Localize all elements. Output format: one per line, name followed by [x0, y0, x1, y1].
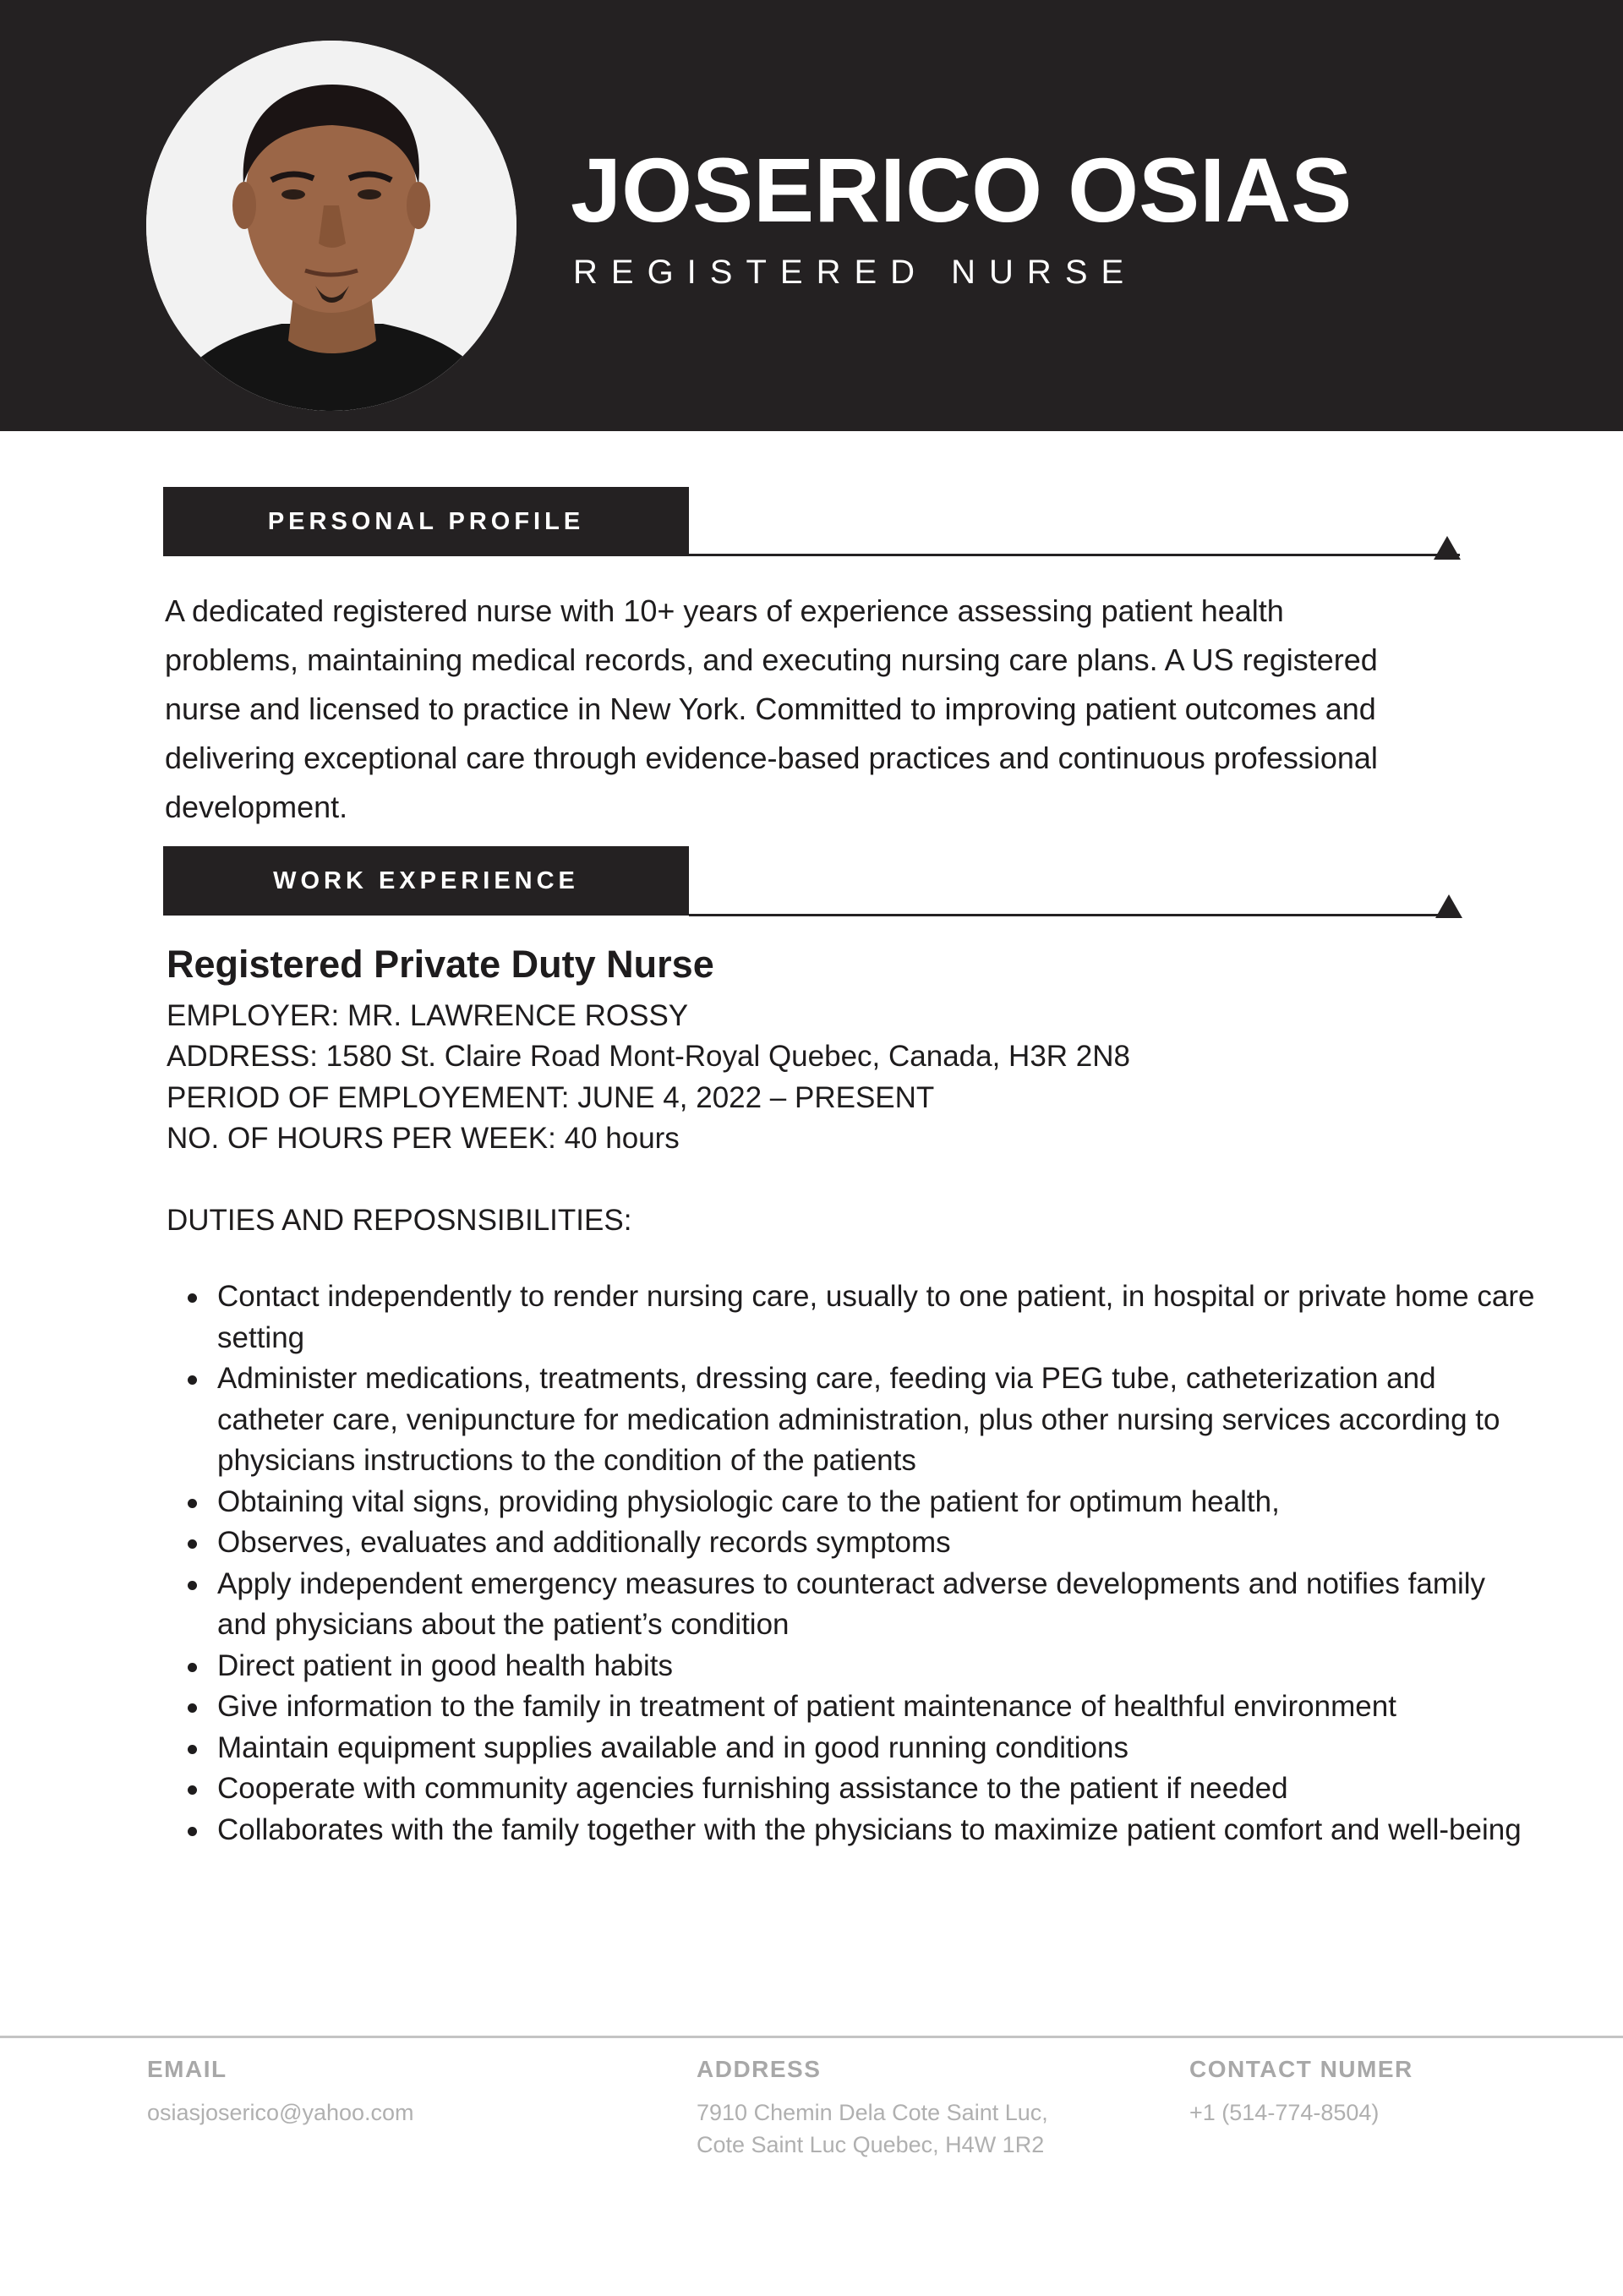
- section-divider: [689, 914, 1460, 916]
- profile-line: problems, maintaining medical records, and executing nursing care plans. A US registered: [165, 642, 1378, 677]
- duty-item: Obtaining vital signs, providing physiologic care to the patient for optimum health,: [217, 1482, 1536, 1523]
- employer-address: ADDRESS: 1580 St. Claire Road Mont-Royal Quebec, Canada, H3R 2N8: [167, 1040, 1130, 1073]
- triangle-marker-icon: [1435, 894, 1462, 918]
- profile-line: nurse and licensed to practice in New York. Committed to improving patient outcomes and: [165, 692, 1376, 726]
- duty-item: Apply independent emergency measures to counteract adverse developments and notifies family and physicians about the patient’s condition: [217, 1564, 1536, 1646]
- duty-item: Give information to the family in treatment of patient maintenance of healthful environment: [217, 1686, 1536, 1728]
- profile-line: A dedicated registered nurse with 10+ years of experience assessing patient health: [165, 593, 1284, 628]
- personal-profile-heading: PERSONAL PROFILE: [163, 487, 689, 556]
- bullet-icon: [188, 1745, 197, 1754]
- duty-item: Collaborates with the family together with the physicians to maximize patient comfort and well-being: [217, 1810, 1536, 1851]
- bullet-icon: [188, 1293, 197, 1303]
- candidate-name: JOSERICO OSIAS: [571, 139, 1352, 241]
- profile-line: development.: [165, 790, 348, 824]
- bullet-icon: [188, 1785, 197, 1795]
- contact-label: CONTACT NUMER: [1189, 2056, 1413, 2082]
- footer-divider: [0, 2036, 1623, 2038]
- bullet-icon: [188, 1581, 197, 1590]
- bullet-icon: [188, 1375, 197, 1385]
- employment-period: PERIOD OF EMPLOYEMENT: JUNE 4, 2022 – PRESENT: [167, 1081, 935, 1114]
- header-banner: [0, 0, 1623, 431]
- address-line-1: 7910 Chemin Dela Cote Saint Luc,: [697, 2100, 1048, 2125]
- duties-heading: DUTIES AND REPOSNSIBILITIES:: [167, 1204, 632, 1237]
- duty-item: Administer medications, treatments, dressing care, feeding via PEG tube, catheterization and catheter care, venipuncture for medication administration, plus other nursing services according to physicians instructions to the condition of the patients: [217, 1358, 1536, 1482]
- duty-item: Direct patient in good health habits: [217, 1646, 1536, 1687]
- profile-photo: [146, 41, 516, 411]
- address-label: ADDRESS: [697, 2056, 822, 2082]
- triangle-marker-icon: [1434, 536, 1461, 560]
- candidate-title: REGISTERED NURSE: [573, 254, 1138, 291]
- bullet-icon: [188, 1827, 197, 1836]
- bullet-icon: [188, 1499, 197, 1508]
- profile-line: delivering exceptional care through evidence-based practices and continuous professional: [165, 741, 1378, 775]
- bullet-icon: [188, 1663, 197, 1672]
- bullet-icon: [188, 1539, 197, 1549]
- employer: EMPLOYER: MR. LAWRENCE ROSSY: [167, 999, 689, 1032]
- duty-item: Maintain equipment supplies available and in good running conditions: [217, 1728, 1536, 1769]
- email-link[interactable]: osiasjoserico@yahoo.com: [147, 2100, 414, 2125]
- contact-number[interactable]: +1 (514-774-8504): [1189, 2100, 1380, 2125]
- email-label: EMAIL: [147, 2056, 227, 2082]
- work-experience-heading: WORK EXPERIENCE: [163, 846, 689, 916]
- section-divider: [689, 554, 1460, 556]
- job-title: Registered Private Duty Nurse: [167, 943, 714, 986]
- duty-item: Contact independently to render nursing care, usually to one patient, in hospital or private home care setting: [217, 1276, 1536, 1358]
- profile-summary: [165, 587, 1517, 832]
- bullet-icon: [188, 1703, 197, 1713]
- hours-per-week: NO. OF HOURS PER WEEK: 40 hours: [167, 1122, 680, 1155]
- address-line-2: Cote Saint Luc Quebec, H4W 1R2: [697, 2132, 1045, 2157]
- duties-list: [217, 1276, 1536, 1850]
- duty-item: Cooperate with community agencies furnishing assistance to the patient if needed: [217, 1768, 1536, 1810]
- duty-item: Observes, evaluates and additionally records symptoms: [217, 1522, 1536, 1564]
